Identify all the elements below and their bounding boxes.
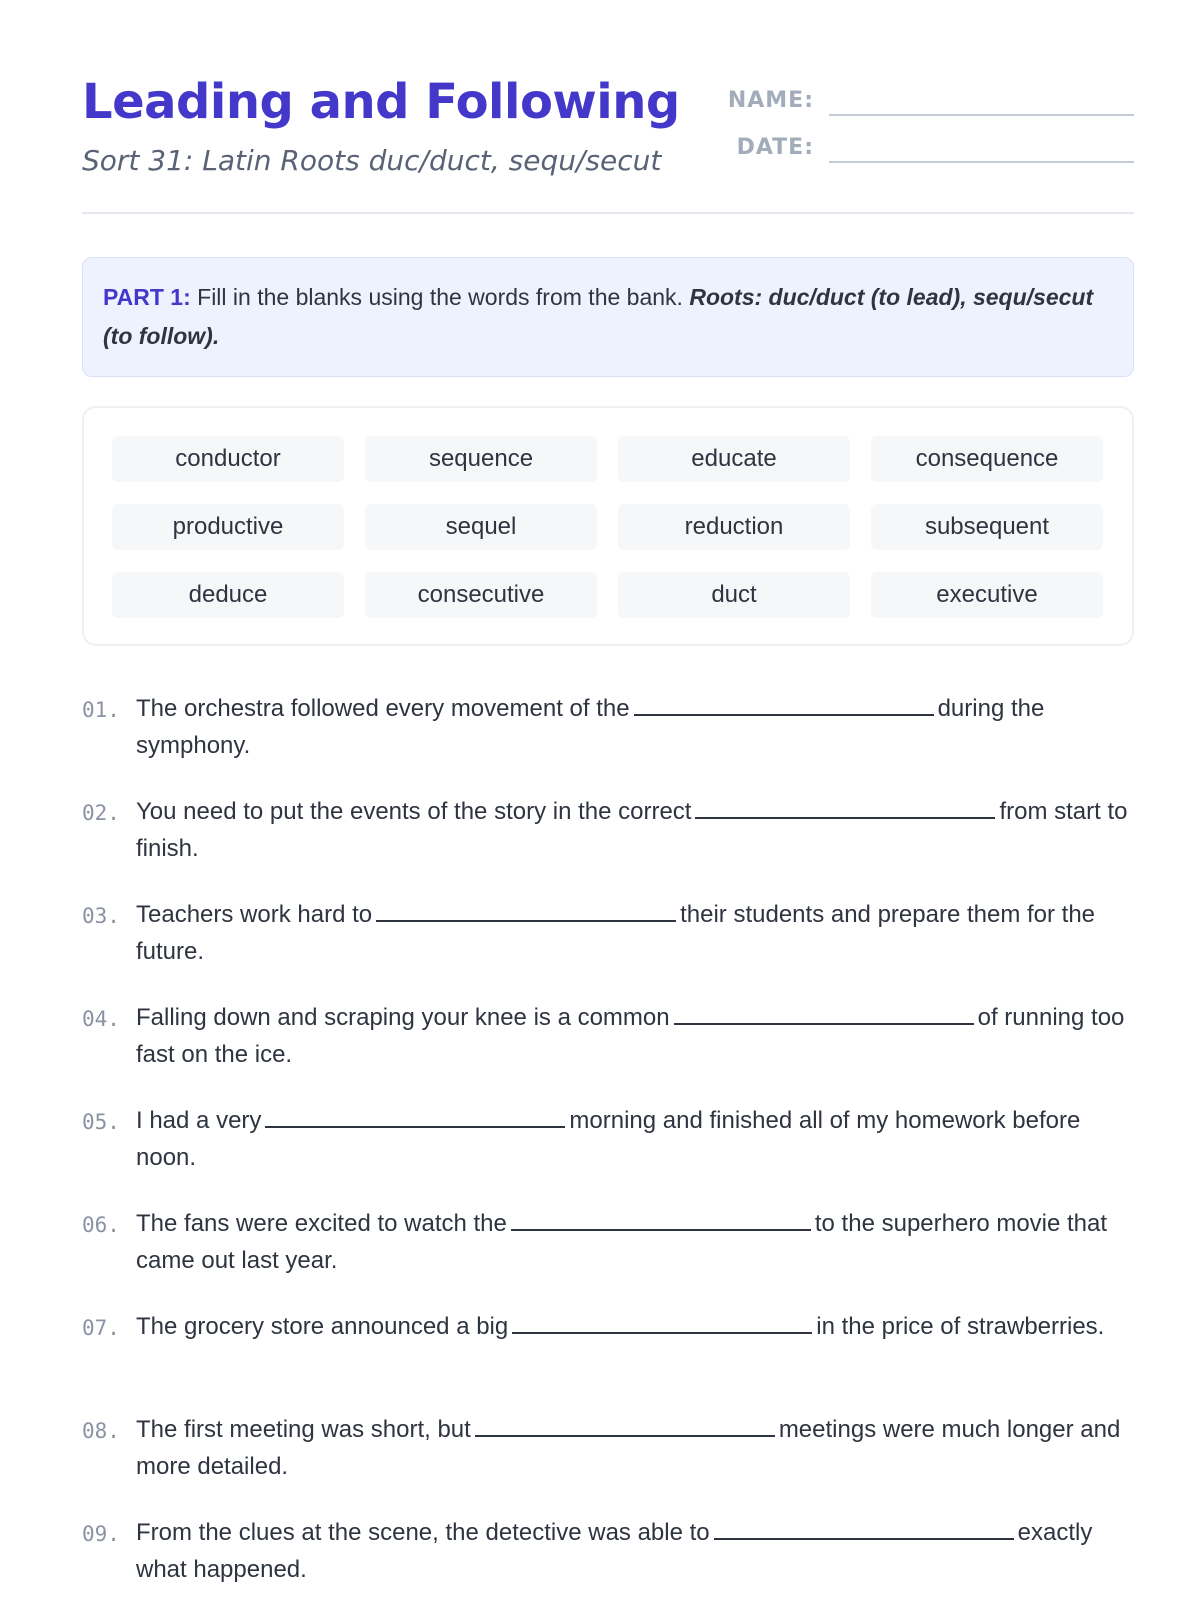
word-bank-item: deduce [112,572,344,618]
part-label: PART 1: [103,284,191,310]
word-bank-item: subsequent [871,504,1103,550]
answer-blank[interactable] [674,1001,974,1025]
roots-note: Roots: duc/duct (to lead), sequ/secut (to follow). [103,284,1094,349]
word-bank-item: sequel [365,504,597,550]
word-bank-item: educate [618,436,850,482]
question-text-before: The fans were excited to watch the [136,1210,507,1237]
question-number: 07. [82,1316,120,1340]
word-bank-item: duct [618,572,850,618]
question-text-after: to the superhero movie that came out last year. [136,1210,1108,1274]
answer-blank[interactable] [475,1413,775,1437]
question-text-after: their students and prepare them for the future. [136,901,1096,965]
question-number: 04. [82,1007,120,1031]
answer-blank[interactable] [714,1516,1014,1540]
answer-blank[interactable] [265,1104,565,1128]
question-number: 05. [82,1110,120,1134]
question-text-after: meetings were much longer and more detailed. [136,1416,1121,1480]
date-field[interactable] [714,129,1134,169]
worksheet-header [82,74,1134,214]
answer-blank[interactable] [511,1207,811,1231]
question-item [82,1514,1142,1600]
question-item [82,1411,1142,1514]
word-bank-item: consequence [871,436,1103,482]
name-field[interactable] [714,82,1134,122]
question-list [82,690,1142,1600]
question-text-after: exactly what happened. [136,1519,1093,1583]
word-bank-item: reduction [618,504,850,550]
word-bank-item: consecutive [365,572,597,618]
question-text-after: during the symphony. [136,695,1045,759]
question-text-before: Falling down and scraping your knee is a common [136,1004,670,1031]
answer-blank[interactable] [634,692,934,716]
name-label: NAME: [727,88,814,113]
question-number: 06. [82,1213,120,1237]
date-line[interactable] [829,161,1134,163]
question-item [82,690,1142,793]
question-text-before: I had a very [136,1107,262,1134]
answer-blank[interactable] [512,1310,812,1334]
question-item [82,793,1142,896]
question-text-after: from start to finish. [136,798,1128,862]
instructions-box [82,257,1134,377]
question-text-before: The grocery store announced a big [136,1313,509,1340]
instructions-text: Fill in the blanks using the words from the bank. [197,284,683,310]
question-number: 09. [82,1522,120,1546]
question-text-before: Teachers work hard to [136,901,373,928]
word-bank-item: productive [112,504,344,550]
question-text-before: You need to put the events of the story in the correct [136,798,692,825]
question-number: 01. [82,698,120,722]
date-label: DATE: [736,135,814,160]
question-item [82,1205,1142,1308]
question-number: 08. [82,1419,120,1443]
page-title: Leading and Following [82,74,680,130]
word-bank [82,406,1134,646]
header-divider [82,212,1134,214]
question-text-before: The first meeting was short, but [136,1416,471,1443]
page-subtitle: Sort 31: Latin Roots duc/duct, sequ/secut [82,144,662,177]
answer-blank[interactable] [695,795,995,819]
question-item [82,999,1142,1102]
question-number: 03. [82,904,120,928]
answer-blank[interactable] [376,898,676,922]
question-item [82,1102,1142,1205]
name-line[interactable] [829,114,1134,116]
question-text-before: The orchestra followed every movement of the [136,695,630,722]
word-bank-item: conductor [112,436,344,482]
question-text-after: of running too fast on the ice. [136,1004,1125,1068]
question-text-after: morning and finished all of my homework before noon. [136,1107,1081,1171]
word-bank-item: executive [871,572,1103,618]
question-text-before: From the clues at the scene, the detective was able to [136,1519,710,1546]
question-item [82,1308,1142,1411]
question-item [82,896,1142,999]
question-text-after: in the price of strawberries. [816,1313,1105,1340]
word-bank-item: sequence [365,436,597,482]
question-number: 02. [82,801,120,825]
